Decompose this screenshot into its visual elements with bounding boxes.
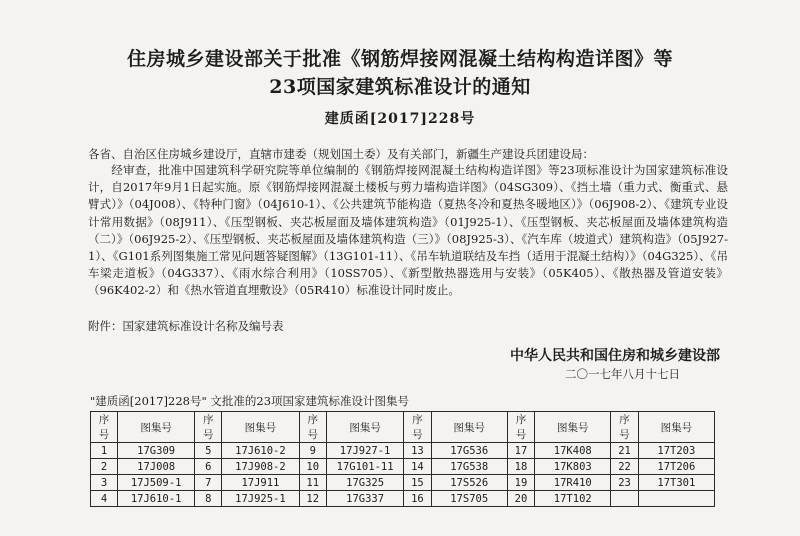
notice-body	[88, 162, 728, 300]
table-caption: "建质函[2017]228号" 文批准的23项国家建筑标准设计图集号	[90, 394, 410, 408]
table-cell-seq: 10	[299, 459, 326, 475]
signature-date: 二〇一七年八月十七日	[565, 367, 680, 381]
table-cell-num: 17T102	[535, 491, 611, 507]
header-num: 图集号	[326, 412, 403, 443]
table-cell-seq: 11	[299, 475, 326, 491]
table-cell-seq: 9	[299, 443, 326, 459]
table-cell-seq: 23	[611, 475, 638, 491]
table-cell-seq: 5	[195, 443, 222, 459]
standards-table	[90, 411, 715, 507]
header-num: 图集号	[535, 412, 611, 443]
table-cell-seq: 19	[507, 475, 534, 491]
table-cell-seq: 13	[404, 443, 431, 459]
table-cell-num: 17J610-1	[117, 491, 194, 507]
header-num: 图集号	[638, 412, 714, 443]
table-cell-seq: 21	[611, 443, 638, 459]
table-cell-seq: 4	[91, 491, 118, 507]
attachment-line: 附件：国家建筑标准设计名称及编号表	[88, 319, 284, 333]
document-number: 建质函[2017]228号	[324, 111, 476, 127]
header-seq: 序号	[195, 412, 222, 443]
notice-body-text: 经审查，批准中国建筑科学研究院等单位编制的《钢筋焊接网混凝土结构构造详图》等23项标准设计为国家建筑标准设计，自2017年9月1日起实施。原《钢筋焊接网混凝土楼板与剪力墙构造详图》（04SG309）、《挡土墙（重力式、衡重式、悬臂式）》（04J008）、《特种门窗》（04J610-1）、《公共建筑节能构造（夏热冬冷和夏热冬暖地区）》（06J908-2）、《建筑专业设计常用数据》（08J911）、《压型钢板、夹芯板屋面及墙体建筑构造》（01J925-1）、《压型钢板、夹芯板屋面及墙体建筑构造（二）》（06J925-2）、《压型钢板、夹芯板屋面及墙体建筑构造（三）》（08J925-3）、《汽车库（坡道式）建筑构造》（05J927-1）、《G101系列图集施工常见问题答疑图解》（13G101-11）、《吊车轨道联结及车挡（适用于混凝土结构）》（04G325）、《吊车梁走道板》（04G337）、《雨水综合利用》（10SS705）、《新型散热器选用与安装》（05K405）、《散热器及管道安装》（96K402-2）和《热水管道直埋敷设》（05R410）标准设计同时废止。	[88, 163, 728, 298]
table-row	[91, 475, 715, 491]
table-cell-num: 17J927-1	[326, 443, 403, 459]
table-cell-num: 17T301	[638, 475, 714, 491]
header-seq: 序号	[404, 412, 431, 443]
header-seq: 序号	[299, 412, 326, 443]
header-num: 图集号	[431, 412, 507, 443]
header-seq: 序号	[91, 412, 118, 443]
table-cell-seq: 20	[507, 491, 534, 507]
table-cell-num: 17G337	[326, 491, 403, 507]
table-cell-seq: 18	[507, 459, 534, 475]
table-row	[91, 491, 715, 507]
header-seq: 序号	[507, 412, 534, 443]
table-cell-seq: 17	[507, 443, 534, 459]
table-row	[91, 459, 715, 475]
table-cell-num: 17J509-1	[117, 475, 194, 491]
table-cell-seq: 6	[195, 459, 222, 475]
table-cell-seq: 15	[404, 475, 431, 491]
table-cell-num	[638, 491, 714, 507]
table-cell-seq: 3	[91, 475, 118, 491]
addressee: 各省、自治区住房城乡建设厅，直辖市建委（规划国土委）及有关部门，新疆生产建设兵团建设局：	[88, 147, 594, 161]
table-cell-seq: 22	[611, 459, 638, 475]
table-cell-num: 17J908-2	[222, 459, 299, 475]
table-cell-num: 17K803	[535, 459, 611, 475]
table-cell-num: 17T203	[638, 443, 714, 459]
table-cell-num: 17G309	[117, 443, 194, 459]
table-cell-seq: 1	[91, 443, 118, 459]
notice-title-line-1: 住房城乡建设部关于批准《钢筋焊接网混凝土结构构造详图》等	[126, 48, 673, 70]
table-header-row	[91, 412, 715, 443]
header-num: 图集号	[222, 412, 299, 443]
signature-organization: 中华人民共和国住房和城乡建设部	[510, 348, 720, 364]
table-cell-num: 17R410	[535, 475, 611, 491]
table-cell-num: 17J008	[117, 459, 194, 475]
table-cell-seq	[611, 491, 638, 507]
table-cell-seq: 16	[404, 491, 431, 507]
header-seq: 序号	[611, 412, 638, 443]
table-cell-num: 17G538	[431, 459, 507, 475]
table-cell-seq: 14	[404, 459, 431, 475]
header-num: 图集号	[117, 412, 194, 443]
table-cell-seq: 8	[195, 491, 222, 507]
table-cell-num: 17S705	[431, 491, 507, 507]
table-cell-num: 17S526	[431, 475, 507, 491]
table-cell-num: 17J911	[222, 475, 299, 491]
table-cell-seq: 12	[299, 491, 326, 507]
table-cell-num: 17K408	[535, 443, 611, 459]
table-cell-num: 17G101-11	[326, 459, 403, 475]
table-cell-num: 17T206	[638, 459, 714, 475]
table-cell-num: 17G325	[326, 475, 403, 491]
table-cell-num: 17J610-2	[222, 443, 299, 459]
table-cell-seq: 2	[91, 459, 118, 475]
table-row	[91, 443, 715, 459]
table-cell-seq: 7	[195, 475, 222, 491]
table-cell-num: 17G536	[431, 443, 507, 459]
notice-title-line-2: 23项国家建筑标准设计的通知	[269, 76, 531, 98]
table-cell-num: 17J925-1	[222, 491, 299, 507]
